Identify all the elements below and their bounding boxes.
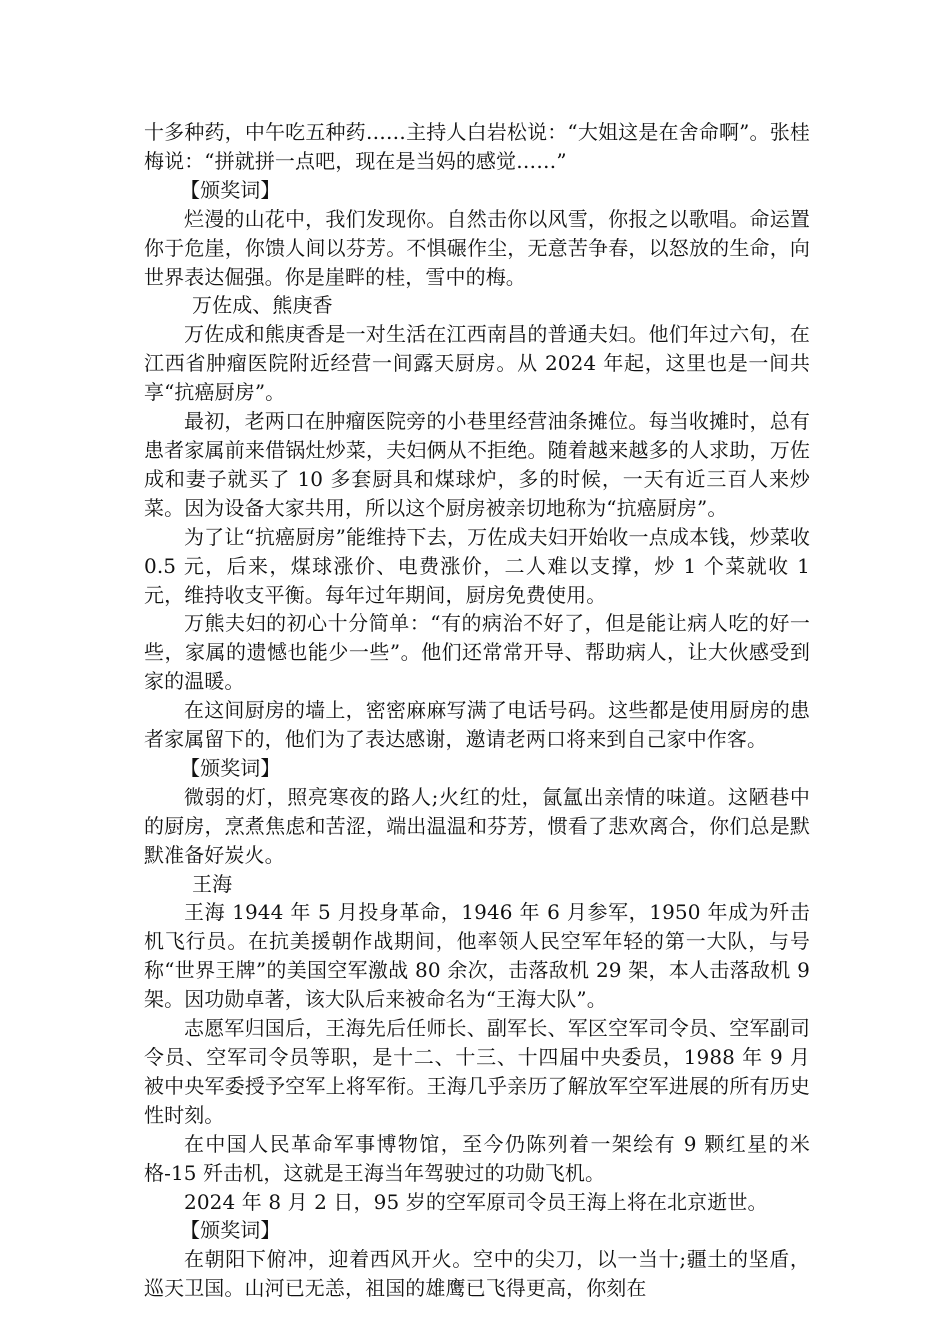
award-citation-text: 烂漫的山花中，我们发现你。自然击你以风雪，你报之以歌唱。命运置你于危崖，你馈人间以芬芳。不惧碾作尘，无意苦争春，以怒放的生命，向世界表达倔强。你是崖畔的桂，雪中的梅。	[144, 206, 810, 289]
document-body	[144, 118, 810, 1303]
paragraph-continuation: 十多种药，中午吃五种药……主持人白岩松说：“大姐这是在舍命啊”。张桂梅说：“拼就拼一点吧，现在是当妈的感觉……”	[144, 120, 810, 173]
body-paragraph: 为了让“抗癌厨房”能维持下去，万佐成夫妇开始收一点成本钱，炒菜收 0.5 元，后来，煤球涨价、电费涨价，二人难以支撑，炒 1 个菜就收 1 元，维持收支平衡。每年过年期间，厨房免费使用。	[144, 524, 810, 607]
award-citation-label: 【颁奖词】	[180, 755, 281, 780]
award-citation-label: 【颁奖词】	[180, 1218, 281, 1243]
body-paragraph: 在中国人民革命军事博物馆，至今仍陈列着一架绘有 9 颗红星的米格-15 歼击机，这就是王海当年驾驶过的功勋飞机。	[144, 1131, 810, 1185]
body-paragraph: 万熊夫妇的初心十分简单：“有的病治不好了，但是能让病人吃的好一些，家属的遗憾也能少一些”。他们还常常开导、帮助病人，让大伙感受到家的温暖。	[144, 611, 810, 694]
body-paragraph: 2024 年 8 月 2 日，95 岁的空军原司令员王海上将在北京逝世。	[184, 1189, 768, 1214]
body-paragraph: 志愿军归国后，王海先后任师长、副军长、军区空军司令员、空军副司令员、空军司令员等职，是十二、十三、十四届中央委员，1988 年 9 月被中央军委授予空军上将军衔。王海几乎亲历了解放军空军进展的所有历史性时刻。	[144, 1016, 810, 1127]
body-paragraph: 万佐成和熊庚香是一对生活在江西南昌的普通夫妇。他们年过六旬，在江西省肿瘤医院附近经营一间露天厨房。从 2024 年起，这里也是一间共享“抗癌厨房”。	[144, 322, 810, 405]
award-citation-text: 在朝阳下俯冲，迎着西风开火。空中的尖刀，以一当十;疆土的坚盾，巡天卫国。山河已无恙，祖国的雄鹰已飞得更高，你刻在	[144, 1247, 810, 1301]
body-paragraph: 最初，老两口在肿瘤医院旁的小巷里经营油条摊位。每当收摊时，总有患者家属前来借锅灶炒菜，夫妇俩从不拒绝。随着越来越多的人求助，万佐成和妻子就买了 10 多套厨具和煤球炉，多的时候，一天有近三百人来炒菜。因为设备大家共用，所以这个厨房被亲切地称为“抗癌厨房”。	[144, 409, 810, 520]
body-paragraph: 王海 1944 年 5 月投身革命，1946 年 6 月参军，1950 年成为歼击机飞行员。在抗美援朝作战期间，他率领人民空军年轻的第一大队，与号称“世界王牌”的美国空军激战 80 余次，击落敌机 29 架，本人击落敌机 9 架。因功勋卓著，该大队后来被命名为“王海大队”。	[144, 900, 810, 1012]
section-heading: 王海	[192, 871, 233, 896]
award-citation-text: 微弱的灯，照亮寒夜的路人;火红的灶，氤氲出亲情的味道。这陋巷中的厨房，烹煮焦虑和苦涩，端出温温和芬芳，惯看了悲欢离合，你们总是默默准备好炭火。	[144, 784, 810, 867]
body-paragraph: 在这间厨房的墙上，密密麻麻写满了电话号码。这些都是使用厨房的患者家属留下的，他们为了表达感谢，邀请老两口将来到自己家中作客。	[144, 698, 810, 752]
award-citation-label: 【颁奖词】	[180, 177, 281, 202]
section-heading: 万佐成、熊庚香	[192, 293, 333, 318]
